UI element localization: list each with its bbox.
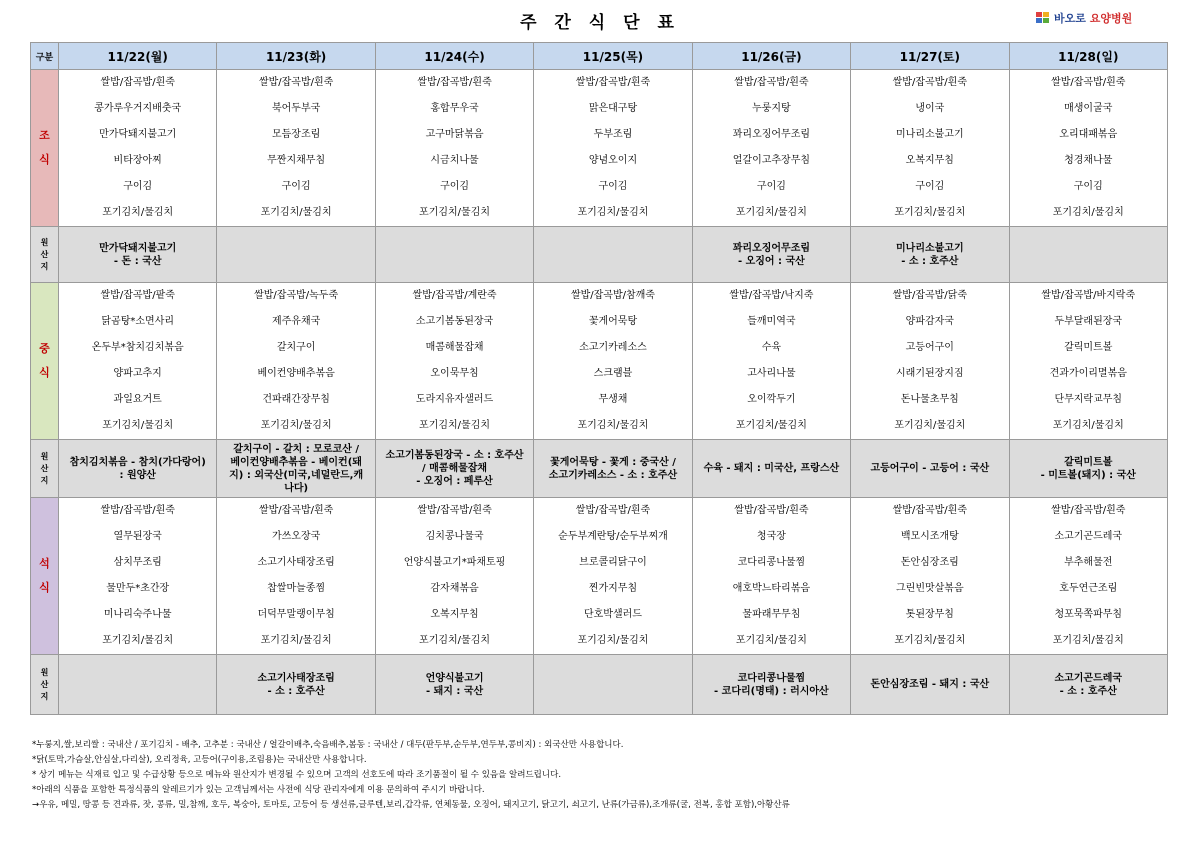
- dinner-day-cell: [217, 498, 375, 655]
- logo-mark-icon: [1036, 12, 1050, 24]
- menu-item: 청경채나물: [1064, 155, 1113, 166]
- menu-item: 고사리나물: [747, 368, 796, 379]
- origin-text: - 오징어 : 페루산: [416, 476, 493, 487]
- menu-item: 포기김치/물김치: [577, 207, 649, 218]
- menu-item: 쌀밥/잡곡밥/흰죽: [258, 505, 334, 516]
- menu-item: 감자채볶음: [430, 583, 479, 594]
- menu-item: 구이김: [440, 181, 470, 192]
- menu-item: 포기김치/물김치: [735, 207, 807, 218]
- menu-item: 콩가루우거지배춧국: [94, 103, 182, 114]
- menu-item: 도라지유자샐러드: [415, 394, 494, 405]
- origin-text: - 돈 : 국산: [113, 255, 162, 267]
- menu-item: 브로콜리닭구이: [579, 557, 647, 568]
- menu-item: 쌀밥/잡곡밥/낙지죽: [729, 290, 814, 301]
- menu-item: 맑은대구탕: [588, 103, 638, 114]
- menu-item: 코다리콩나물찜: [737, 557, 806, 568]
- breakfast-day-cell: [534, 70, 692, 227]
- menu-item: 홍합무우국: [430, 103, 479, 114]
- menu-item: 쌀밥/잡곡밥/녹두죽: [254, 290, 339, 301]
- lunch-origin-row: [31, 440, 1168, 498]
- menu-item: 쌀밥/잡곡밥/흰죽: [258, 77, 334, 88]
- menu-item: 구이김: [756, 181, 786, 192]
- dinner-origin-cell: [59, 655, 217, 715]
- menu-item: 오리대패볶음: [1059, 129, 1118, 140]
- origin-label-char: 산: [40, 679, 49, 689]
- origin-text: / 매콤해물잡채: [422, 463, 488, 474]
- weekly-menu-table: [30, 42, 1168, 715]
- menu-item: 열무된장국: [113, 531, 162, 542]
- lunch-day-cell: [217, 283, 375, 440]
- dinner-day-cell: [851, 498, 1009, 655]
- header-day: 11/25(목): [534, 43, 692, 70]
- breakfast-origin-cell: [851, 227, 1009, 283]
- menu-item: 건파래간장무침: [262, 394, 330, 405]
- origin-text: - 소 : 호주산: [1059, 685, 1117, 697]
- menu-item: 소고기카레소스: [579, 342, 647, 353]
- menu-item: 언양식불고기*파채토핑: [403, 557, 506, 568]
- menu-item: 삼치무조림: [113, 557, 162, 568]
- meal-label-char: 조: [39, 129, 50, 142]
- menu-item: 북어두부국: [271, 103, 321, 114]
- header-day: 11/28(일): [1009, 43, 1167, 70]
- origin-label: [31, 655, 59, 715]
- footnote-line: *아래의 식품을 포함한 특정식품의 알레르기가 있는 고객님께서는 사전에 식당 관리자에게 이용 문의하여 주시기 바랍니다.: [32, 785, 485, 795]
- menu-item: 무생채: [598, 394, 628, 405]
- menu-item: 쌀밥/잡곡밥/흰죽: [1051, 505, 1126, 516]
- page-title: 주 간 식 단 표: [520, 13, 680, 33]
- lunch-day-cell: [59, 283, 217, 440]
- dinner-day-cell: [375, 498, 533, 655]
- menu-item: 들깨미역국: [747, 316, 796, 327]
- meal-label-char: 식: [39, 153, 50, 166]
- menu-item: 매콤해물잡채: [425, 342, 484, 353]
- menu-item: 쌀밥/잡곡밥/흰죽: [575, 77, 651, 88]
- origin-label-char: 산: [40, 463, 49, 473]
- menu-item: 쌀밥/잡곡밥/팥죽: [100, 290, 175, 301]
- menu-item: 두부달래된장국: [1054, 316, 1123, 327]
- hospital-logo: [1036, 10, 1132, 26]
- menu-item: 구이김: [915, 181, 945, 192]
- origin-text: 소고기사태장조림: [257, 672, 335, 684]
- menu-item: 쌀밥/잡곡밥/흰죽: [734, 77, 809, 88]
- menu-item: 오이묵무침: [430, 368, 479, 379]
- menu-item: 물파래무무침: [742, 609, 801, 620]
- origin-text: 참치김치볶음 - 참치(가다랑어): [69, 456, 206, 468]
- menu-item: 두부조림: [593, 129, 633, 140]
- logo-name-part2: 요양병원: [1085, 12, 1133, 25]
- origin-text: 꽈리오징어무조림: [732, 242, 811, 254]
- menu-item: 구이김: [123, 181, 153, 192]
- menu-item: 포기김치/물김치: [419, 420, 491, 431]
- breakfast-row: [31, 70, 1168, 227]
- dinner-row: [31, 498, 1168, 655]
- origin-label-char: 산: [40, 249, 49, 259]
- table-header-row: [31, 43, 1168, 70]
- origin-label-char: 지: [40, 475, 49, 485]
- breakfast-origin-cell: [217, 227, 375, 283]
- dinner-origin-cell: [534, 655, 692, 715]
- origin-label: [31, 227, 59, 283]
- menu-item: 쌀밥/잡곡밥/참깨죽: [570, 290, 655, 301]
- meal-label-char: 석: [39, 557, 50, 570]
- menu-item: 포기김치/물김치: [102, 420, 174, 431]
- menu-item: 꽈리오징어무조림: [732, 129, 811, 140]
- lunch-day-cell: [692, 283, 850, 440]
- menu-item: 가쓰오장국: [271, 531, 321, 542]
- breakfast-origin-row: [31, 227, 1168, 283]
- origin-text: 코다리콩나물찜: [737, 672, 806, 684]
- menu-item: 과일요거트: [113, 394, 162, 405]
- origin-text: - 소 : 호주산: [267, 685, 325, 697]
- menu-item: 수육: [761, 342, 782, 353]
- menu-item: 갈릭미트볼: [1064, 342, 1113, 353]
- menu-item: 애호박느타리볶음: [732, 583, 811, 594]
- menu-item: 포기김치/물김치: [577, 635, 649, 646]
- origin-text: 꽃게어묵탕 - 꽃게 : 중국산 /: [550, 456, 676, 468]
- menu-item: 포기김치/물김치: [735, 420, 807, 431]
- menu-item: 포기김치/물김치: [419, 635, 491, 646]
- menu-item: 오복지무침: [905, 155, 954, 166]
- menu-item: 양파고추지: [113, 368, 162, 379]
- menu-item: 견과가이리멸볶음: [1049, 368, 1127, 379]
- origin-text: 언양식불고기: [425, 672, 484, 684]
- meal-label-char: 중: [39, 342, 50, 355]
- lunch-day-cell: [534, 283, 692, 440]
- lunch-origin-cell: [534, 440, 692, 498]
- header-gubun: 구분: [31, 43, 59, 70]
- origin-text: 지) : 외국산(미국,네덜란드,캐: [229, 469, 364, 481]
- menu-item: 스크램블: [593, 368, 633, 379]
- menu-item: 소고기곤드레국: [1054, 531, 1123, 542]
- menu-item: 청포묵쪽파무침: [1054, 609, 1123, 620]
- menu-item: 양념오이지: [588, 155, 638, 166]
- menu-item: 순두부계란탕/순두부찌개: [558, 531, 668, 542]
- dinner-origin-cell: [851, 655, 1009, 715]
- menu-item: 냉이국: [915, 103, 945, 114]
- origin-label: [31, 440, 59, 498]
- menu-item: 포기김치/물김치: [419, 207, 491, 218]
- menu-item: 구이김: [598, 181, 628, 192]
- header-day: 11/27(토): [851, 43, 1009, 70]
- menu-item: 비타장아찌: [113, 155, 162, 166]
- menu-item: 포기김치/물김치: [260, 420, 332, 431]
- origin-label-char: 지: [40, 691, 49, 701]
- dinner-origin-row: [31, 655, 1168, 715]
- menu-item: 쌀밥/잡곡밥/계란죽: [412, 290, 497, 301]
- dinner-day-cell: [59, 498, 217, 655]
- menu-item: 포기김치/물김치: [1052, 635, 1124, 646]
- menu-item: 누룽지탕: [752, 103, 791, 114]
- menu-item: 포기김치/물김치: [260, 635, 332, 646]
- origin-text: : 원양산: [119, 469, 156, 481]
- menu-item: 쌀밥/잡곡밥/흰죽: [100, 505, 175, 516]
- menu-item: 꽃게어묵탕: [588, 316, 638, 327]
- origin-label-char: 원: [40, 667, 49, 677]
- breakfast-origin-cell: [1009, 227, 1167, 283]
- menu-item: 포기김치/물김치: [1052, 207, 1124, 218]
- dinner-origin-cell: [217, 655, 375, 715]
- origin-text: 고등어구이 - 고등어 : 국산: [870, 463, 990, 474]
- lunch-day-cell: [1009, 283, 1167, 440]
- origin-text: 미나리소불고기: [896, 242, 964, 254]
- menu-item: 매생이굴국: [1064, 103, 1113, 114]
- origin-text: 갈치구이 - 갈치 : 모로코산 /: [233, 443, 360, 455]
- dinner-day-cell: [1009, 498, 1167, 655]
- breakfast-origin-cell: [59, 227, 217, 283]
- breakfast-label: [31, 70, 59, 227]
- menu-item: 찐가지무침: [588, 583, 638, 594]
- menu-item: 쌀밥/잡곡밥/흰죽: [417, 77, 492, 88]
- menu-item: 오이깍두기: [747, 394, 796, 405]
- menu-item: 포기김치/물김치: [735, 635, 807, 646]
- lunch-origin-cell: [851, 440, 1009, 498]
- menu-item: 무짠지채무침: [267, 155, 326, 166]
- menu-item: 돈안심장조림: [900, 557, 959, 568]
- dinner-day-cell: [692, 498, 850, 655]
- menu-item: 고등어구이: [905, 342, 954, 353]
- menu-item: 쌀밥/잡곡밥/흰죽: [417, 505, 492, 516]
- origin-text: 나다): [284, 482, 309, 494]
- breakfast-origin-cell: [375, 227, 533, 283]
- dinner-day-cell: [534, 498, 692, 655]
- logo-name-part1: 바오로: [1054, 12, 1086, 25]
- menu-item: 만가닥돼지불고기: [99, 129, 177, 140]
- menu-item: 포기김치/물김치: [102, 635, 174, 646]
- origin-text: 돈안심장조림 - 돼지 : 국산: [870, 679, 990, 690]
- dinner-origin-cell: [375, 655, 533, 715]
- menu-item: 포기김치/물김치: [894, 207, 966, 218]
- menu-item: 돈나물초무침: [900, 394, 959, 405]
- breakfast-day-cell: [692, 70, 850, 227]
- menu-item: 모듬장조림: [271, 129, 321, 140]
- menu-item: 포기김치/물김치: [1052, 420, 1124, 431]
- origin-text: 갈릭미트볼: [1064, 456, 1113, 468]
- breakfast-origin-cell: [692, 227, 850, 283]
- menu-item: 부추해물전: [1064, 557, 1113, 568]
- origin-text: - 코다리(명태) : 러시아산: [714, 685, 829, 697]
- menu-item: 쌀밥/잡곡밥/흰죽: [575, 505, 651, 516]
- menu-item: 쌀밥/잡곡밥/흰죽: [1051, 77, 1126, 88]
- menu-item: 단무지락교무침: [1054, 394, 1123, 405]
- menu-item: 오복지무침: [430, 609, 479, 620]
- menu-item: 소고기사태장조림: [257, 557, 335, 568]
- menu-item: 포기김치/물김치: [260, 207, 332, 218]
- menu-item: 백모시조개탕: [900, 531, 959, 542]
- menu-item: 호두연근조림: [1059, 583, 1118, 594]
- menu-item: 물만두*초간장: [106, 583, 170, 594]
- header-day: 11/22(월): [59, 43, 217, 70]
- menu-item: 포기김치/물김치: [894, 420, 966, 431]
- menu-item: 쌀밥/잡곡밥/흰죽: [892, 505, 967, 516]
- menu-item: 쌀밥/잡곡밥/흰죽: [100, 77, 175, 88]
- menu-item: 청국장: [756, 531, 786, 542]
- menu-item: 포기김치/물김치: [102, 207, 174, 218]
- dinner-origin-cell: [1009, 655, 1167, 715]
- meal-label-char: 식: [39, 366, 50, 379]
- lunch-label: [31, 283, 59, 440]
- origin-text: 수육 - 돼지 : 미국산, 프랑스산: [703, 463, 840, 474]
- origin-label-char: 원: [40, 451, 49, 461]
- breakfast-day-cell: [217, 70, 375, 227]
- dinner-label: [31, 498, 59, 655]
- dinner-origin-cell: [692, 655, 850, 715]
- menu-item: 쌀밥/잡곡밥/바지락죽: [1041, 290, 1136, 301]
- breakfast-day-cell: [851, 70, 1009, 227]
- menu-item: 얼갈이고추장무침: [732, 155, 811, 166]
- footnote-line: →우유, 메밀, 땅콩 등 견과류, 잣, 콩류, 밀,참깨, 호두, 복숭아, 토마토, 고등어 등 생선류,글루텐,보리,갑각류, 연체동물, 오징어, 돼지고기, 닭고기, 쇠고기, 난류(가금류),조개류(굴, 전복, 홍합 포함),아황산류: [32, 800, 790, 810]
- lunch-day-cell: [851, 283, 1009, 440]
- lunch-origin-cell: [375, 440, 533, 498]
- menu-item: 닭곰탕*소면사리: [101, 316, 175, 327]
- menu-item: 쌀밥/잡곡밥/닭죽: [892, 290, 967, 301]
- origin-text: 소고기카레소스 - 소 : 호주산: [548, 469, 678, 481]
- breakfast-day-cell: [59, 70, 217, 227]
- header-day: 11/26(금): [692, 43, 850, 70]
- lunch-origin-cell: [1009, 440, 1167, 498]
- menu-item: 김치콩나물국: [425, 531, 484, 542]
- origin-text: 만가닥돼지불고기: [99, 242, 177, 254]
- origin-text: 베이컨양배추볶음 - 베이컨(돼: [230, 456, 362, 468]
- origin-text: - 소 : 호주산: [901, 255, 959, 267]
- footnotes: [32, 738, 1172, 813]
- menu-item: 양파감자국: [905, 316, 954, 327]
- origin-text: 소고기곤드레국: [1054, 672, 1123, 684]
- footnote-line: *누룽지,쌀,보리쌀 : 국내산 / 포기김치 - 배추, 고추분 : 국내산 / 얼갈이배추,숙음배추,봄동 : 국내산 / 대두(판두부,순두부,연두부,콩비지) : 외국산만 사용합니다.: [32, 740, 624, 750]
- lunch-row: [31, 283, 1168, 440]
- origin-label-char: 원: [40, 237, 49, 247]
- header-day: 11/24(수): [375, 43, 533, 70]
- menu-item: 단호박샐러드: [583, 609, 642, 620]
- menu-item: 찹쌀마늘종찜: [267, 583, 326, 594]
- origin-label-char: 지: [40, 261, 49, 271]
- menu-item: 포기김치/물김치: [894, 635, 966, 646]
- menu-item: 포기김치/물김치: [577, 420, 649, 431]
- origin-text: - 오징어 : 국산: [737, 255, 805, 267]
- menu-item: 쌀밥/잡곡밥/흰죽: [734, 505, 809, 516]
- menu-item: 갈치구이: [276, 342, 316, 353]
- lunch-origin-cell: [692, 440, 850, 498]
- breakfast-day-cell: [1009, 70, 1167, 227]
- menu-item: 온두부*참치김치볶음: [91, 342, 184, 353]
- breakfast-day-cell: [375, 70, 533, 227]
- menu-item: 구이김: [281, 181, 311, 192]
- menu-item: 더덕무말랭이무침: [257, 609, 335, 620]
- logo-text: [1054, 10, 1132, 26]
- menu-item: 고구마닭볶음: [425, 129, 484, 140]
- lunch-origin-cell: [59, 440, 217, 498]
- breakfast-origin-cell: [534, 227, 692, 283]
- origin-text: - 돼지 : 국산: [425, 685, 484, 697]
- menu-item: 소고기봄동된장국: [415, 316, 494, 327]
- menu-item: 시금치나물: [430, 155, 479, 166]
- lunch-origin-cell: [217, 440, 375, 498]
- origin-text: - 미트볼(돼지) : 국산: [1040, 469, 1136, 481]
- menu-item: 미나리소불고기: [896, 129, 964, 140]
- menu-item: 미나리숙주나물: [103, 609, 172, 620]
- meal-label-char: 식: [39, 581, 50, 594]
- menu-item: 톳된장무침: [905, 609, 954, 620]
- menu-item: 구이김: [1073, 181, 1103, 192]
- lunch-day-cell: [375, 283, 533, 440]
- menu-item: 베이컨양배추볶음: [257, 368, 335, 379]
- menu-item: 쌀밥/잡곡밥/흰죽: [892, 77, 967, 88]
- menu-item: 시래기된장지짐: [896, 368, 964, 379]
- menu-item: 그린빈맛살볶음: [896, 583, 964, 594]
- footnote-line: *닭(토막,가슴살,안심살,다리살), 오리정육, 고등어(구이용,조림용)는 국내산만 사용합니다.: [32, 755, 367, 765]
- footnote-line: * 상기 메뉴는 식재료 입고 및 수급상황 등으로 메뉴와 원산지가 변경될 수 있으며 고객의 선호도에 따라 조기품절이 될 수 있음을 알려드립니다.: [32, 770, 562, 780]
- header-day: 11/23(화): [217, 43, 375, 70]
- menu-item: 제주유채국: [271, 316, 321, 327]
- origin-text: 소고기봄동된장국 - 소 : 호주산: [385, 450, 524, 461]
